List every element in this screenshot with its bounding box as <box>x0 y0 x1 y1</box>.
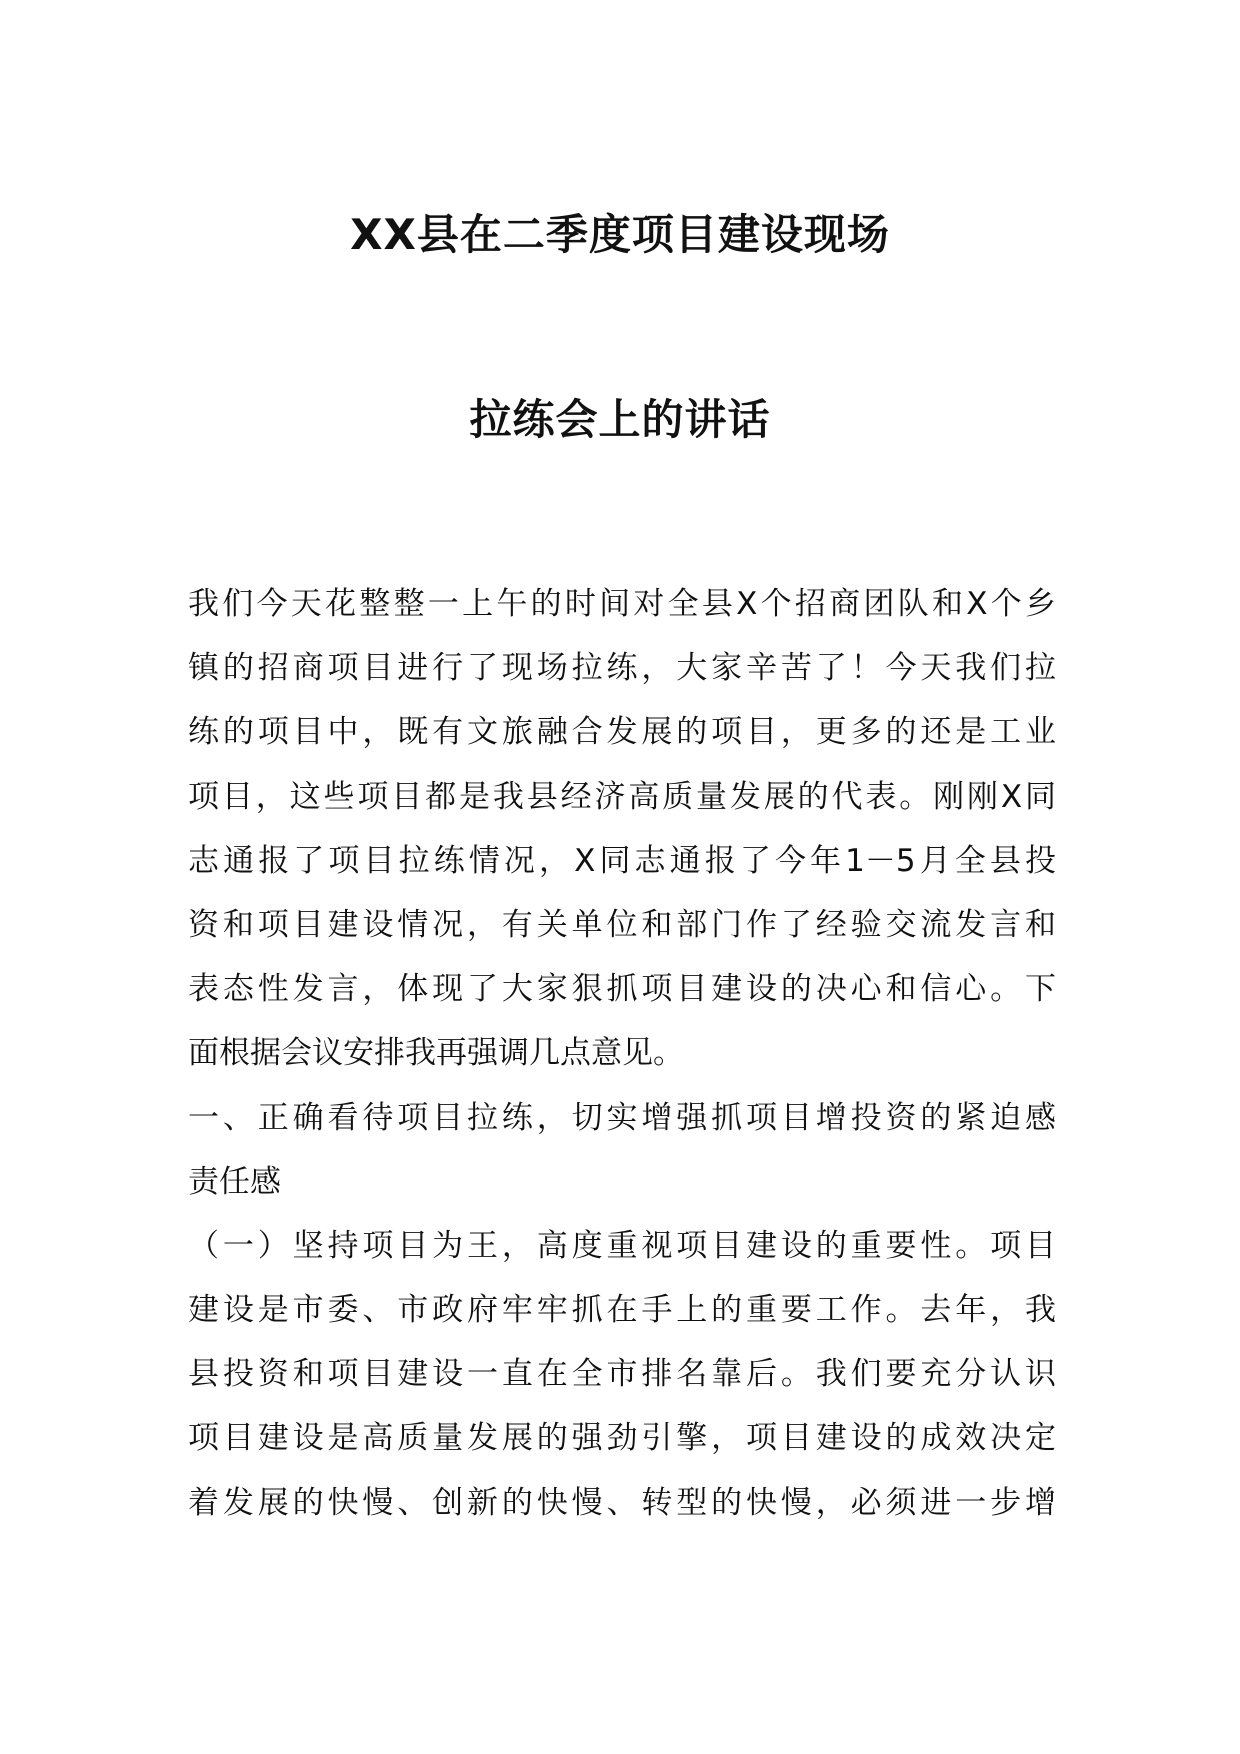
section-heading-line: 一、正确看待项目拉练，切实增强抓项目增投资的紧迫感 <box>188 1099 1056 1136</box>
section-heading-line: 责任感 <box>188 1163 281 1200</box>
document-title-line-2: 拉练会上的讲话 <box>469 395 771 444</box>
body-line: 着发展的快慢、创新的快慢、转型的快慢，必须进一步增 <box>188 1484 1056 1521</box>
body-line: 资和项目建设情况，有关单位和部门作了经验交流发言和 <box>188 906 1056 943</box>
document-title-line-1: XX县在二季度项目建设现场 <box>350 210 890 259</box>
body-line: （一）坚持项目为王，高度重视项目建设的重要性。项目 <box>188 1227 1056 1264</box>
body-line: 面根据会议安排我再强调几点意见。 <box>188 1035 684 1072</box>
document-body <box>188 572 1056 1535</box>
body-line: 表态性发言，体现了大家狠抓项目建设的决心和信心。下 <box>188 971 1056 1008</box>
body-line: 项目建设是高质量发展的强劲引擎，项目建设的成效决定 <box>188 1420 1056 1457</box>
body-line: 建设是市委、市政府牢牢抓在手上的重要工作。去年，我 <box>188 1292 1056 1329</box>
body-line: 项目，这些项目都是我县经济高质量发展的代表。刚刚X同 <box>188 778 1056 815</box>
body-line: 我们今天花整整一上午的时间对全县X个招商团队和X个乡 <box>188 586 1056 622</box>
body-line: 练的项目中，既有文旅融合发展的项目，更多的还是工业 <box>188 714 1056 751</box>
body-line: 县投资和项目建设一直在全市排名靠后。我们要充分认识 <box>188 1356 1056 1393</box>
body-line: 志通报了项目拉练情况，X同志通报了今年1－5月全县投 <box>188 842 1056 879</box>
body-line: 镇的招商项目进行了现场拉练，大家辛苦了！今天我们拉 <box>188 650 1056 687</box>
